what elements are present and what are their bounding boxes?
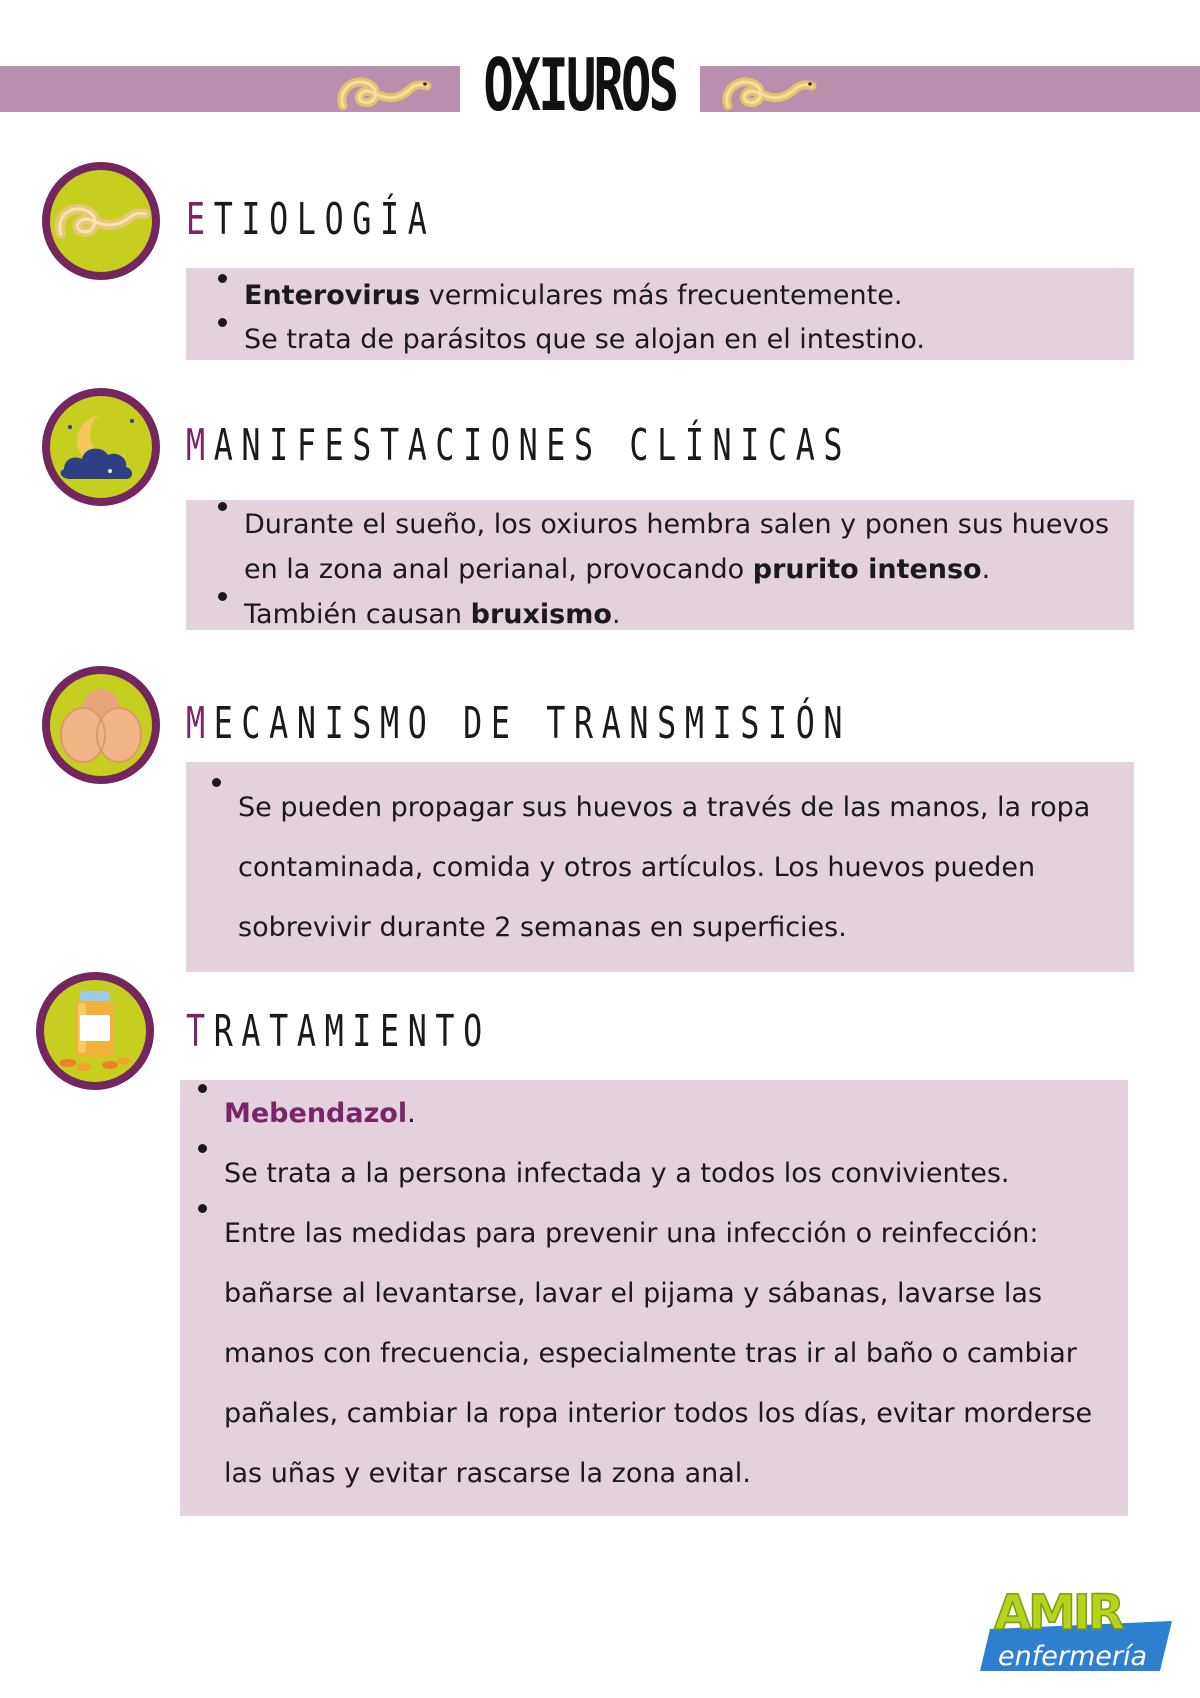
worm-icon [42,162,160,280]
section-title-transmision [186,698,851,749]
item-text-end: . [407,1098,416,1129]
title-rest: ANIFESTACIONES CLÍNICAS [213,420,852,471]
list-item [194,1144,1114,1204]
item-text-end: . [611,599,621,630]
list-item [194,1084,1114,1144]
list-item [214,274,1114,318]
item-text: Se pueden propagar sus huevos a través de las manos, la ropa contaminada, comida y otros artículos. Los huevos pueden sobrevivir durante 2 semanas en superficies. [238,792,1091,943]
bold-term: prurito intenso [752,554,982,585]
title-rest: RATAMIENTO [213,1006,491,1057]
section-title-etiologia [186,194,435,245]
item-text-end: . [981,554,991,585]
title-initial: M [186,698,214,749]
list-item [194,1204,1114,1504]
list-item [214,318,1114,362]
page-title: OXIUROS [483,43,677,127]
bold-term: bruxismo [470,599,612,630]
item-text: Entre las medidas para prevenir una infección o reinfección: bañarse al levantarse, lavar el pijama y sábanas, lavarse las manos con frecuencia, especialmente tras ir al baño o cambiar pañales, cambiar la ropa interior todos los días, evitar morderse las uñas y evitar rascarse la zona anal. [224,1218,1093,1489]
title-rest: ECANISMO DE TRANSMISIÓN [213,698,852,749]
logo-subtitle: enfermería [998,1641,1148,1672]
list-item [214,592,1114,637]
title-initial: T [186,1006,214,1057]
amir-logo [980,1585,1180,1675]
section-title-manifestaciones [186,420,851,471]
logo-brand: AMIR [994,1585,1122,1641]
list-item [214,502,1114,592]
title-initial: E [186,194,214,245]
manifestaciones-box [186,500,1134,630]
item-text: Durante el sueño, los oxiuros hembra salen y ponen sus huevos en la zona anal perianal, provocando [244,509,1110,585]
moon-cloud-icon [42,388,160,506]
medicine-bottle-icon [36,972,154,1090]
title-initial: M [186,420,214,471]
item-text: También causan [244,599,471,630]
etiologia-box [186,268,1134,360]
item-text: vermiculares más frecuentemente. [420,280,903,311]
worm-icon [720,62,820,122]
eggs-icon [42,666,160,784]
drug-name: Mebendazol [224,1098,408,1129]
tratamiento-box [180,1080,1128,1516]
section-title-tratamiento [186,1006,491,1057]
list-item [208,778,1114,958]
item-text: Se trata de parásitos que se alojan en el intestino. [244,324,925,355]
item-text: Se trata a la persona infectada y a todos los convivientes. [224,1158,1010,1189]
transmision-box [186,762,1134,972]
title-rest: TIOLOGÍA [213,194,436,245]
bold-term: Enterovirus [244,280,421,311]
